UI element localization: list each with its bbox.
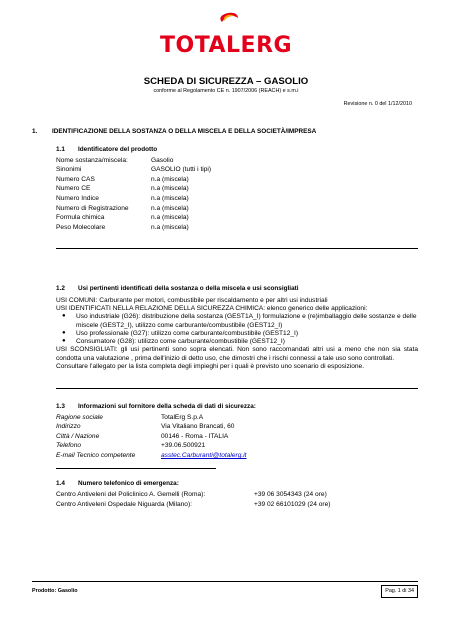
kv-value: n.a (miscela) [151,185,189,193]
divider [56,468,216,469]
product-identifier-table [56,156,406,233]
kv-key: Città / Nazione [56,432,100,440]
subsection-number: 1.1 [56,146,65,153]
kv-value: Gasolio [151,156,174,164]
revision-label: Revisione n. 0 del 1/12/2010 [343,101,412,107]
kv-key: Numero di Registrazione [56,204,129,212]
kv-key: Formula chimica [56,214,105,222]
kv-key: Nome sostanza/miscela: [56,156,128,164]
subsection-number: 1.2 [56,285,65,292]
subsection-title: Identificatore del prodotto [78,146,158,153]
kv-key: Indirizzo [56,423,81,431]
kv-value: n.a (miscela) [151,223,189,231]
emergency-numbers [56,490,436,510]
kv-value: Via Vitaliano Brancati, 60 [161,423,235,431]
kv-key: Ragione sociale [56,413,103,421]
kv-value: GASOLIO (tutti i tipi) [151,166,212,174]
bullet-icon: ● [62,329,66,336]
subsection-number: 1.3 [56,403,65,410]
kv-row [56,204,406,214]
kv-row [56,451,406,461]
kv-key: Centro Antiveleni Ospedale Niguarda (Milano): [56,500,192,508]
usi-comuni: USI COMUNI: Carburante per motori, combustibile per riscaldamento e per altri usi industriali [56,297,328,304]
kv-key: Numero CAS [56,175,95,183]
list-item-text: Uso professionale (G27): utilizzo come carburante/combustibile (GEST12_I) [76,329,299,337]
kv-row [56,175,406,185]
subsection-1-2-heading [56,285,299,293]
totalerg-logo [0,10,452,58]
kv-value: n.a (miscela) [151,195,189,203]
kv-key: Centro Antiveleni del Policlinico A. Gemelli (Roma): [56,490,206,498]
list-item-text: Consumatore (G28): utilizzo come carburante/combustibile (GEST12_I) [76,338,285,346]
kv-value: +39.06.500921 [161,442,206,450]
uses-block [56,297,418,371]
list-item [62,313,418,329]
kv-row [56,423,406,433]
email-link[interactable]: asstec.Carburanti@totalerg.it [161,452,247,460]
footer-divider [32,581,418,582]
list-item [62,330,418,338]
kv-row [56,432,406,442]
kv-row [56,413,406,423]
supplier-info-table [56,413,406,461]
section-1-heading [32,128,316,136]
list-item-text: Uso industriale (G26): distribuzione della sostanza (GEST1A_I) formulazione e (re)imballaggio delle sostanze e delle miscele (GEST2_I), utilizzo come carburante/combustibile (GEST12_I) [76,313,417,329]
subsection-title: Usi pertinenti identificati della sostanza o della miscela e usi sconsigliati [78,285,299,292]
subsection-1-1-heading [56,146,157,154]
kv-key: Numero Indice [56,195,99,203]
divider [56,248,418,249]
list-item [62,338,418,346]
kv-row [56,214,406,224]
bullet-icon: ● [62,313,66,320]
kv-value: n.a (miscela) [151,175,189,183]
kv-value: n.a (miscela) [151,204,189,212]
subsection-number: 1.4 [56,480,65,487]
subsection-title: Informazioni sul fornitore della scheda di dati di sicurezza: [78,403,256,410]
section-number: 1. [32,128,38,135]
allegato-note: Consultare l'allegato per la lista completa degli impieghi per i quali è previsto uno scenario di esposizione. [56,362,365,370]
document-subtitle: conforme al Regolamento CE n. 1907/2006 (REACH) e s.m.i [153,88,299,94]
kv-row [56,223,406,233]
usi-identificati: USI IDENTIFICATI NELLA RELAZIONE DELLA SICUREZZA CHIMICA: elenco generico delle applicazioni: [56,305,368,313]
section-title: IDENTIFICAZIONE DELLA SOSTANZA O DELLA MISCELA E DELLA SOCIETÀ/IMPRESA [52,128,317,135]
kv-row [56,166,406,176]
kv-row [56,490,436,500]
kv-key: Peso Molecolare [56,223,106,231]
subsection-1-3-heading [56,403,256,411]
usi-sconsigliati: USI SCONSIGLIATI: gli usi pertinenti sono sopra elencati. Non sono raccomandati altri usi a meno che non sia stata condotta una valutazione , prima dell'inizio di detto uso, che dimostri che i rischi connessi a tale uso sono controllati. [56,346,418,362]
subsection-1-4-heading [56,480,179,488]
kv-key: Numero CE [56,185,91,193]
logo-wordmark: TOTALERG [160,33,293,58]
kv-value: +39 02 66101029 (24 ore) [254,500,331,508]
kv-key: E-mail Tecnico competente [56,452,136,460]
kv-row [56,442,406,452]
kv-value: 00146 - Roma - ITALIA [161,432,229,440]
kv-value: TotalErg S.p.A [161,413,204,421]
kv-row [56,156,406,166]
kv-row [56,185,406,195]
kv-row [56,500,436,510]
kv-key: Sinonimi [56,166,82,174]
bullet-icon: ● [62,338,66,345]
document-title: SCHEDA DI SICUREZZA – GASOLIO [143,76,309,87]
page-number: Pag. 1 di 34 [381,585,418,598]
subsection-title: Numero telefonico di emergenza: [78,480,179,487]
kv-row [56,194,406,204]
kv-key: Telefono [56,442,82,450]
kv-value: n.a (miscela) [151,214,189,222]
divider [56,388,418,389]
footer-product: Prodotto: Gasolio [32,588,78,594]
kv-value: +39 06 3054343 (24 ore) [254,490,327,498]
